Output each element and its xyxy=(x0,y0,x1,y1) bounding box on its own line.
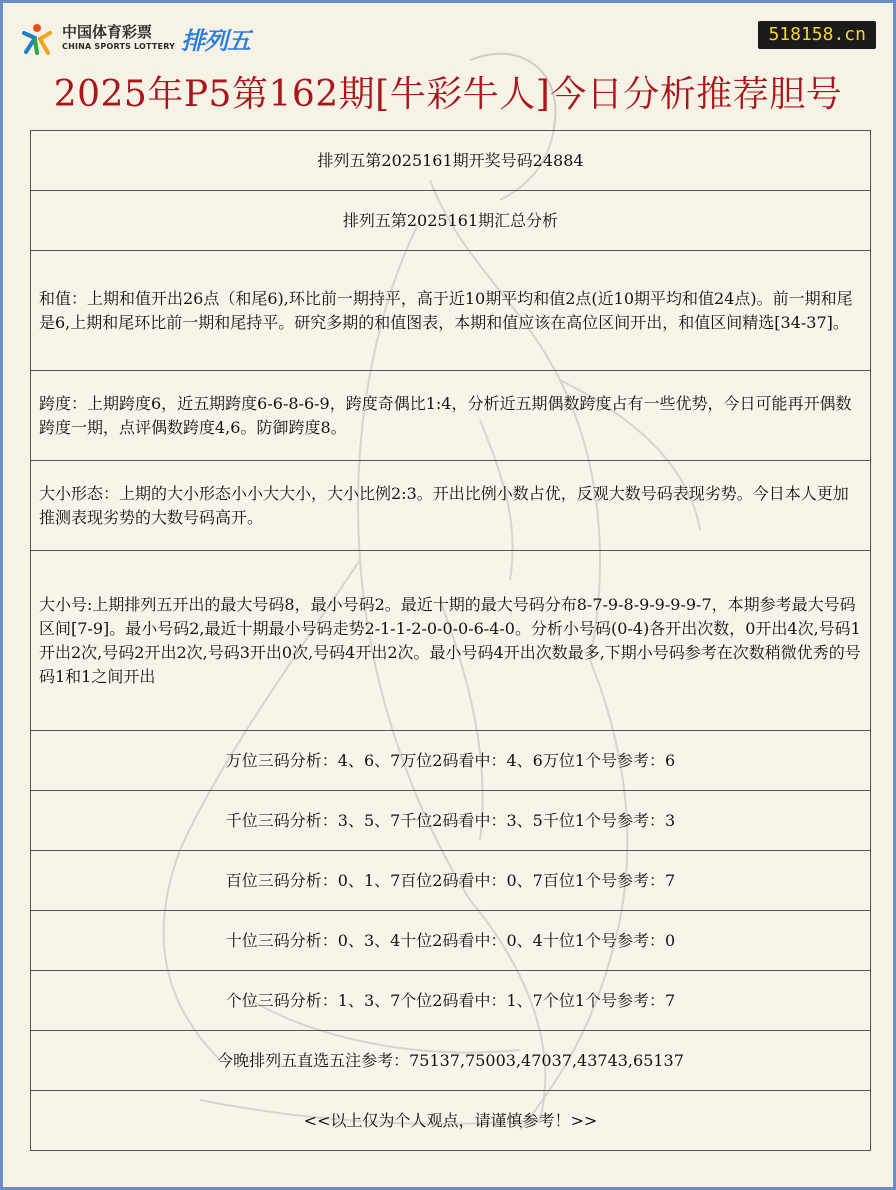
table-row xyxy=(31,1031,871,1091)
logo-product-name: 排列五 xyxy=(181,26,251,55)
site-domain-badge[interactable]: 518158.cn xyxy=(758,21,876,49)
position-qian-cell: 千位三码分析：3、5、7千位2码看中：3、5千位1个号参考：3 xyxy=(31,791,871,851)
span-analysis-cell: 跨度：上期跨度6，近五期跨度6-6-8-6-9，跨度奇偶比1:4，分析近五期偶数跨度占有一些优势，今日可能再开偶数跨度一期，点评偶数跨度4,6。防御跨度8。 xyxy=(31,371,871,461)
position-shi-cell: 十位三码分析：0、3、4十位2码看中：0、4十位1个号参考：0 xyxy=(31,911,871,971)
table-row xyxy=(31,971,871,1031)
table-row xyxy=(31,911,871,971)
disclaimer-cell: <<以上仅为个人观点，请谨慎参考！>> xyxy=(31,1091,871,1151)
picks-cell: 今晚排列五直选五注参考：75137,75003,47037,43743,65137 xyxy=(31,1031,871,1091)
table-row xyxy=(31,791,871,851)
china-sports-lottery-logo[interactable] xyxy=(18,16,250,60)
table-row xyxy=(31,461,871,551)
summary-title-cell: 排列五第2025161期汇总分析 xyxy=(31,191,871,251)
logo-cn-text: 中国体育彩票 xyxy=(62,23,153,41)
sum-analysis-cell: 和值：上期和值开出26点（和尾6),环比前一期持平，高于近10期平均和值2点(近10期平均和值24点)。前一期和尾是6,上期和尾环比前一期和尾持平。研究多期的和值图表，本期和值应该在高位区间开出，和值区间精选[34-37]。 xyxy=(31,251,871,371)
size-pattern-cell: 大小形态：上期的大小形态小小大大小，大小比例2:3。开出比例小数占优，反观大数号码表现劣势。今日本人更加推测表现劣势的大数号码高开。 xyxy=(31,461,871,551)
table-row xyxy=(31,251,871,371)
table-row xyxy=(31,1091,871,1151)
table-row xyxy=(31,551,871,731)
table-row xyxy=(31,731,871,791)
page-title: 2025年P5第162期[牛彩牛人]今日分析推荐胆号 xyxy=(53,74,843,115)
position-ge-cell: 个位三码分析：1、3、7个位2码看中：1、7个位1个号参考：7 xyxy=(31,971,871,1031)
position-wan-cell: 万位三码分析：4、6、7万位2码看中：4、6万位1个号参考：6 xyxy=(31,731,871,791)
analysis-table xyxy=(30,130,871,1151)
draw-result-cell: 排列五第2025161期开奖号码24884 xyxy=(31,131,871,191)
logo-en-text: CHINA SPORTS LOTTERY xyxy=(62,42,176,51)
lottery-logo-icon xyxy=(18,19,56,57)
table-row xyxy=(31,131,871,191)
size-numbers-cell: 大小号:上期排列五开出的最大号码8，最小号码2。最近十期的最大号码分布8-7-9-8-9-9-9-9-7，本期参考最大号码区间[7-9]。最小号码2,最近十期最小号码走势2-1-1-2-0-0-0-6-4-0。分析小号码(0-4)各开出次数，0开出4次,号码1开出2次,号码2开出2次,号码3开出0次,号码4开出2次。最小号码4开出次数最多,下期小号码参考在次数稍微优秀的号码1和1之间开出 xyxy=(31,551,871,731)
table-row xyxy=(31,851,871,911)
table-row xyxy=(31,371,871,461)
table-row xyxy=(31,191,871,251)
position-bai-cell: 百位三码分析：0、1、7百位2码看中：0、7百位1个号参考：7 xyxy=(31,851,871,911)
